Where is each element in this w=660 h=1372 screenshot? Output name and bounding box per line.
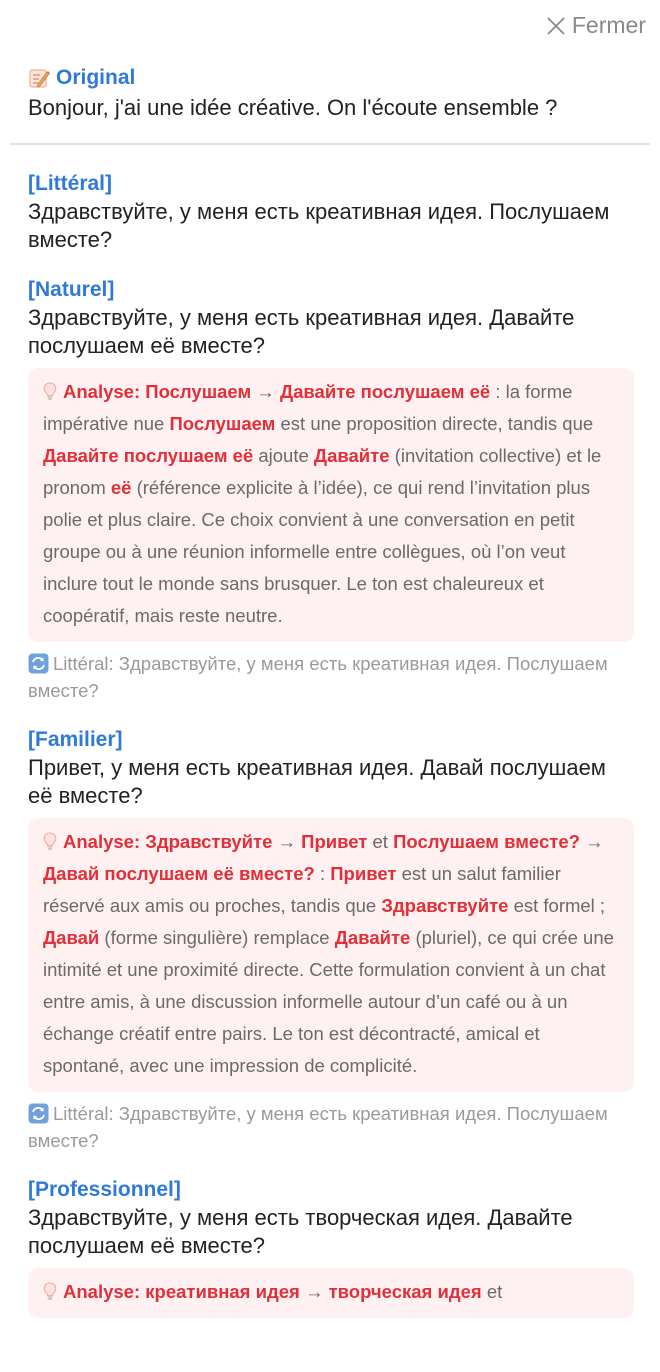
version-label: [Littéral] bbox=[28, 172, 112, 195]
analysis-box bbox=[28, 368, 634, 642]
analysis-text: ajoute bbox=[253, 445, 314, 466]
analysis-text: est formel ; bbox=[508, 895, 606, 916]
analysis-highlight: Давай послушаем её вместе? bbox=[43, 863, 315, 884]
analysis-text: → bbox=[579, 831, 604, 852]
analysis-highlight: Analyse: bbox=[63, 381, 146, 402]
version-text: Здравствуйте, у меня есть креативная идея. Давайте послушаем её вместе? bbox=[28, 305, 575, 358]
analysis-highlight: Давайте bbox=[334, 927, 411, 948]
close-icon bbox=[546, 16, 566, 36]
analysis-highlight: креативная идея bbox=[145, 1281, 300, 1302]
memo-icon bbox=[28, 67, 50, 89]
close-button[interactable] bbox=[546, 12, 646, 39]
analysis-highlight: Послушаем bbox=[145, 381, 252, 402]
close-label: Fermer bbox=[571, 12, 646, 38]
original-text: Bonjour, j'ai une idée créative. On l'écoute ensemble ? bbox=[28, 95, 558, 120]
version-text: Здравствуйте, у меня есть творческая идея. Давайте послушаем её вместе? bbox=[28, 1205, 573, 1258]
analysis-highlight: Послушаем вместе? bbox=[393, 831, 580, 852]
analysis-text: → bbox=[251, 381, 280, 402]
back-translation bbox=[28, 1100, 634, 1154]
repeat-icon bbox=[28, 653, 49, 674]
analysis-text: (référence explicite à l’idée), ce qui rend l’invitation plus polie et plus claire. Ce choix convient à une conversation en petit groupe ou à une réunion informelle entre collègues, où l’on veut inclure tout le monde sans brusquer. Le ton est chaleureux et coopératif, mais reste neutre. bbox=[43, 477, 591, 626]
analysis-highlight: Analyse: bbox=[63, 1281, 146, 1302]
analysis-highlight: Здравствуйте bbox=[145, 831, 273, 852]
analysis-text: (invitation collective) et le pronom bbox=[43, 445, 602, 498]
analysis-highlight: Analyse: bbox=[63, 831, 146, 852]
analysis-text: (pluriel), ce qui crée une intimité et une proximité directe. Cette formulation convient à un chat entre amis, à une discussion informelle autour d’un café ou à un échange créatif entre pairs. Le ton est décontracté, amical et spontané, avec une impression de complicité. bbox=[43, 927, 614, 1076]
version-text: Привет, у меня есть креативная идея. Давай послушаем её вместе? bbox=[28, 755, 606, 808]
analysis-text: est un salut familier réservé aux amis ou proches, tandis que bbox=[43, 863, 561, 916]
analysis-highlight: Давайте bbox=[313, 445, 390, 466]
lightbulb-icon bbox=[43, 378, 57, 396]
analysis-text: et bbox=[367, 831, 394, 852]
analysis-highlight: Давай bbox=[43, 927, 100, 948]
repeat-icon bbox=[28, 1103, 49, 1124]
version-litteral bbox=[28, 170, 634, 254]
version-label: [Professionnel] bbox=[28, 1178, 181, 1201]
back-translation-text: Littéral: Здравствуйте, у меня есть креативная идея. Послушаем вместе? bbox=[28, 653, 608, 701]
analysis-highlight: Давайте послушаем её bbox=[43, 445, 254, 466]
version-professionnel bbox=[28, 1176, 634, 1318]
analysis-text: : bbox=[314, 863, 331, 884]
version-label: [Naturel] bbox=[28, 278, 115, 301]
original-label: Original bbox=[56, 66, 136, 89]
back-translation bbox=[28, 650, 634, 704]
analysis-text: (forme singulière) remplace bbox=[99, 927, 335, 948]
analysis-text: → bbox=[299, 1281, 329, 1302]
versions-list bbox=[0, 145, 660, 1318]
version-familier bbox=[28, 726, 634, 1154]
analysis-highlight: Послушаем bbox=[169, 413, 276, 434]
analysis-text: → bbox=[272, 831, 302, 852]
analysis-text: : la forme impérative nue bbox=[43, 381, 573, 434]
analysis-box bbox=[28, 1268, 634, 1318]
version-naturel bbox=[28, 276, 634, 704]
analysis-highlight: Привет bbox=[301, 831, 368, 852]
analysis-highlight: Здравствуйте bbox=[381, 895, 509, 916]
analysis-highlight: творческая идея bbox=[328, 1281, 482, 1302]
analysis-highlight: её bbox=[110, 477, 132, 498]
lightbulb-icon bbox=[43, 1278, 57, 1296]
analysis-text: et bbox=[481, 1281, 503, 1302]
version-text: Здравствуйте, у меня есть креативная идея. Послушаем вместе? bbox=[28, 199, 610, 252]
back-translation-text: Littéral: Здравствуйте, у меня есть креативная идея. Послушаем вместе? bbox=[28, 1103, 608, 1151]
analysis-text: est une proposition directe, tandis que bbox=[275, 413, 594, 434]
version-label: [Familier] bbox=[28, 728, 123, 751]
analysis-highlight: Привет bbox=[330, 863, 397, 884]
analysis-box bbox=[28, 818, 634, 1092]
analysis-highlight: Давайте послушаем её bbox=[279, 381, 491, 402]
lightbulb-icon bbox=[43, 828, 57, 846]
